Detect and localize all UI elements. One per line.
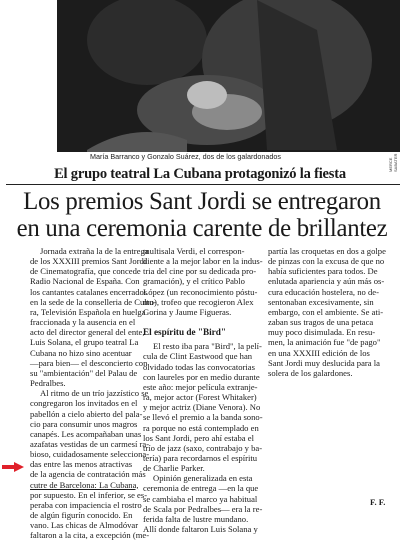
text-line: —para bien— el desconcierto con [30,357,148,368]
text-line: Jornada extraña la de la entrega [40,246,149,256]
text-line: este año: mejor película extranje- [143,381,258,392]
text-line: de Cinematografía, que concede [30,266,141,277]
text-line: Sant Jordi muy deslucida para la [268,357,380,368]
text-line: y mejor actriz (Diane Venora). No [143,402,261,413]
highlighted-text-line: cutre de Barcelona: La Cubana, [30,479,139,490]
headline-line-1: Los premios Sant Jordi se entregaron [23,188,381,215]
text-line: das entre las menos atractivas [30,459,133,470]
text-line: tria del cine por su dedicada pro- [143,266,257,277]
text-line: canapés. Les acompañaban unas [30,428,142,439]
text-line: diente a la mejor labor en la indus- [143,256,263,267]
text-line: men, la animación fue "de pago" [268,337,381,348]
text-line: de los XXXIII premios Sant Jordi [30,256,147,267]
text-line: cio para consumir unos magros [30,418,138,429]
text-line: había suficientes para todos. De [268,266,378,277]
author-signature: F. F. [370,497,386,507]
text-line: de algún figurín conocido. En [30,510,133,521]
text-line: tería) para recordarnos el espíritu [143,452,258,463]
article-photo [57,0,400,152]
text-line: ferida falta de lustre mundano. [143,513,249,524]
section-heading: El espíritu de "Bird" [143,327,226,338]
red-arrow-icon [2,462,24,472]
text-line: azafatas vestidas de un carmesí ra- [30,438,150,449]
text-line: partía las croquetas en dos a golpe [268,246,386,256]
text-line: con laureles por en medio durante [143,371,260,382]
text-line: fraccionada y la ausencia en el [30,317,136,328]
text-line: acto del director general del ente, [30,327,145,338]
text-line: trío de jazz (saxo, contrabajo y ba- [143,442,263,453]
text-line: en la sede de la conselleria de Cultu- [30,296,157,307]
text-line: embargo, con el ambiente. Se ati- [268,306,384,317]
article-subhead: El grupo teatral La Cubana protagonizó la fiesta [54,166,346,182]
photo-credit: MERCE SABATER [388,153,398,172]
text-line: de la agencia de contratación más [30,469,146,480]
text-line: ceremonia de entrega —en la que [143,483,259,494]
article-column-3 [268,246,397,378]
text-line: Al ritmo de un trío jazzístico se [40,388,149,399]
text-line: López (un reconocimiento póstu- [143,286,258,297]
text-line: Gorina y Jaume Figueras. [143,306,232,317]
text-line: sentonaban excesivamente, sin [268,296,374,307]
text-line: de Scala por Pedralbes— era la re- [143,503,263,514]
article-headline [6,188,398,242]
text-line: faltaron a la cita, a excepción (me- [30,530,150,541]
text-line: de pinzas con la excusa de que no [268,256,385,267]
text-line: solera de los galardones. [268,367,353,378]
text-line: cula de Clint Eastwood que han [143,351,253,362]
text-line: se cambiaba el marco ya habitual [143,493,258,504]
text-line: los Sant Jordi, pero ahí estaba el [143,432,254,443]
text-line: los cantantes catalanes encerrados [30,286,148,297]
text-line: muy poco disimulada. En resu- [268,327,376,338]
text-line: ra, Televisión Española en huelga [30,306,146,317]
text-line: por supuesto. En el inferior, se es- [30,489,148,500]
text-line: ra porque no está contemplado en [143,422,259,433]
text-line: Allí donde faltaron Luis Solana y [143,524,258,535]
text-line: cura educación hostelera, no de- [268,286,379,297]
divider-rule [6,184,400,185]
photo-image [57,0,400,152]
text-line: Opinión generalizada en esta [153,473,253,484]
photo-caption: María Barranco y Gonzalo Suárez, dos de los galardonados [90,152,281,161]
text-line: Radio Nacional de España. Con [30,276,140,287]
text-line: congregaron los invitados en el [30,398,138,409]
text-line: de Charlie Parker. [143,463,205,474]
text-line: zaban sus tragos de una petaca [268,317,374,328]
text-line: El resto iba para "Bird", la pelí- [153,341,262,352]
text-line: bioso, cuidadosamente selecciona- [30,449,150,460]
text-line: Luis Solana, el grupo teatral La [30,337,139,348]
text-line: se llevó el premio a la banda sono- [143,412,263,423]
text-line: en una XXXIII edición de los [268,347,370,358]
text-line: multisala Verdi, el correspon- [143,246,245,256]
text-line: gramación), y el crítico Pablo [143,276,245,287]
text-line: vano. Las chicas de Almodóvar [30,520,139,531]
text-line: olvidado todas las convocatorias [143,361,255,372]
text-line: Pedralbes. [30,378,66,389]
article-column-2 [143,246,263,535]
text-line: su "ambientación" del Palau de [30,367,138,378]
text-line: pabellón a cielo abierto del pala- [30,408,143,419]
text-line: mo), trofeo que recogieron Alex [143,296,254,307]
headline-line-2: en una ceremonia carente de brillantez [16,215,388,242]
text-line: peraba con impaciencia el rostro [30,499,142,510]
text-line: enlutada apariencia y aún más os- [268,276,385,287]
text-line: ra, mejor actor (Forest Whitaker) [143,392,257,403]
article-column-1 [30,246,157,541]
text-line: Cubana no hizo sino acentuar [30,347,132,358]
